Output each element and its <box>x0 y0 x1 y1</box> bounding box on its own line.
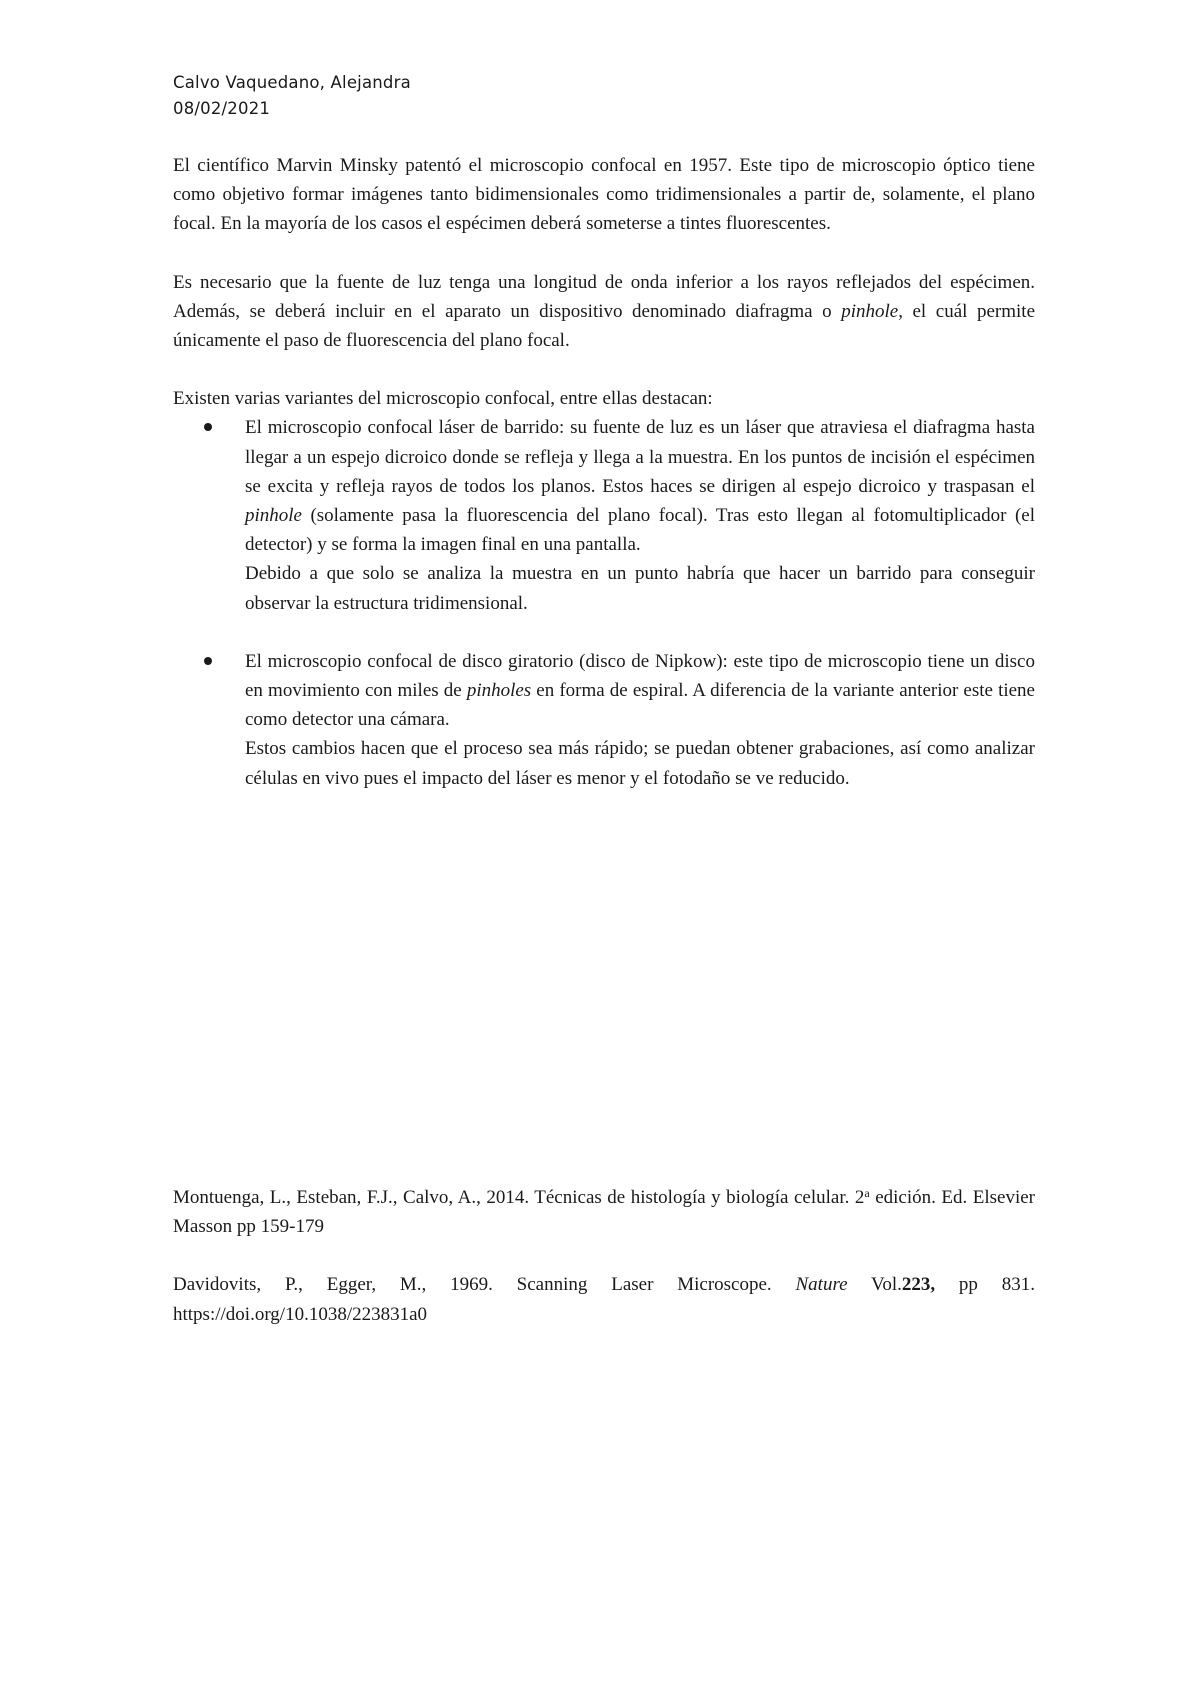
bullet-icon <box>204 423 212 431</box>
bullet-icon <box>204 657 212 665</box>
paragraph-text: , el cuál permite únicamente el paso de fluorescencia del plano focal. <box>173 300 1036 352</box>
author-name: Calvo Vaquedano, Alejandra <box>173 73 411 92</box>
variants-list <box>173 413 1035 792</box>
document-page <box>173 70 1035 793</box>
paragraph-intro: El científico Marvin Minsky patentó el microscopio confocal en 1957. Este tipo de microscopio óptico tiene como objetivo formar imágenes tanto bidimensionales como tridimensionales a partir de, solamente, el plano focal. En la mayoría de los casos el espécimen deberá someterse a tintes fluorescentes. <box>173 155 1035 235</box>
reference-text: edición. Ed. Elsevier Masson pp 159-179 <box>173 1187 1035 1238</box>
journal-name: Nature <box>795 1274 848 1296</box>
reference-text: Montuenga, L., Esteban, F.J., Calvo, A., 2014. Técnicas de histología y biología celular. 2 <box>173 1187 865 1208</box>
bullet-text-continuation: Estos cambios hacen que el proceso sea más rápido; se puedan obtener grabaciones, así como analizar células en vivo pues el impacto del láser es menor y el fotodaño se ve reducido. <box>245 738 1035 789</box>
italic-term: pinhole <box>245 505 302 527</box>
bullet-text <box>245 413 1035 559</box>
paragraph-variants-intro: Existen varias variantes del microscopio confocal, entre ellas destacan: <box>173 388 713 410</box>
list-item <box>173 647 1035 793</box>
list-spacer <box>173 618 1035 647</box>
bullet-text-continuation: Debido a que solo se analiza la muestra en un punto habría que hacer un barrido para conseguir observar la estructura tridimensional. <box>245 563 1035 614</box>
reference-text: Vol. <box>847 1274 902 1296</box>
bullet-text-part: El microscopio confocal láser de barrido: su fuente de luz es un láser que atraviesa el diafragma hasta llegar a un espejo dicroico donde se refleja y llega a la muestra. En los puntos de incisión el espécimen se excita y refleja rayos de todos los planos. Estos haces se dirigen al espejo dicroico y traspasan el <box>245 417 1035 497</box>
bullet-text-part: en forma de espiral. A diferencia de la variante anterior este tiene como detector una cámara. <box>245 680 1035 731</box>
reference-text: pp 831. https://doi.org/10.1038/223831a0 <box>173 1274 1035 1325</box>
reference-item <box>173 1183 1035 1241</box>
paragraph-text: Es necesario que la fuente de luz tenga una longitud de onda inferior a los rayos reflejados del espécimen. Además, se deberá incluir en el aparato un dispositivo denominado diafragma o <box>173 271 1035 322</box>
reference-item <box>173 1270 1035 1328</box>
italic-term: pinholes <box>466 680 532 702</box>
bullet-text <box>245 647 1035 735</box>
references-section <box>173 1183 1035 1329</box>
superscript: a <box>864 1186 870 1200</box>
italic-term: pinhole <box>841 300 899 322</box>
list-item <box>173 413 1035 617</box>
document-date: 08/02/2021 <box>173 99 271 118</box>
reference-text: Davidovits, P., Egger, M., 1969. Scanning Laser Microscope. <box>173 1274 796 1296</box>
bullet-text-part: El microscopio confocal de disco giratorio (disco de Nipkow): este tipo de microscopio tiene un disco en movimiento con miles de <box>245 650 1035 702</box>
paragraph-light-source <box>173 268 1035 356</box>
bullet-text-part: (solamente pasa la fluorescencia del plano focal). Tras esto llegan al fotomultiplicador (el detector) y se forma la imagen final en una pantalla. <box>245 505 1035 556</box>
volume-number: 223, <box>901 1274 936 1296</box>
